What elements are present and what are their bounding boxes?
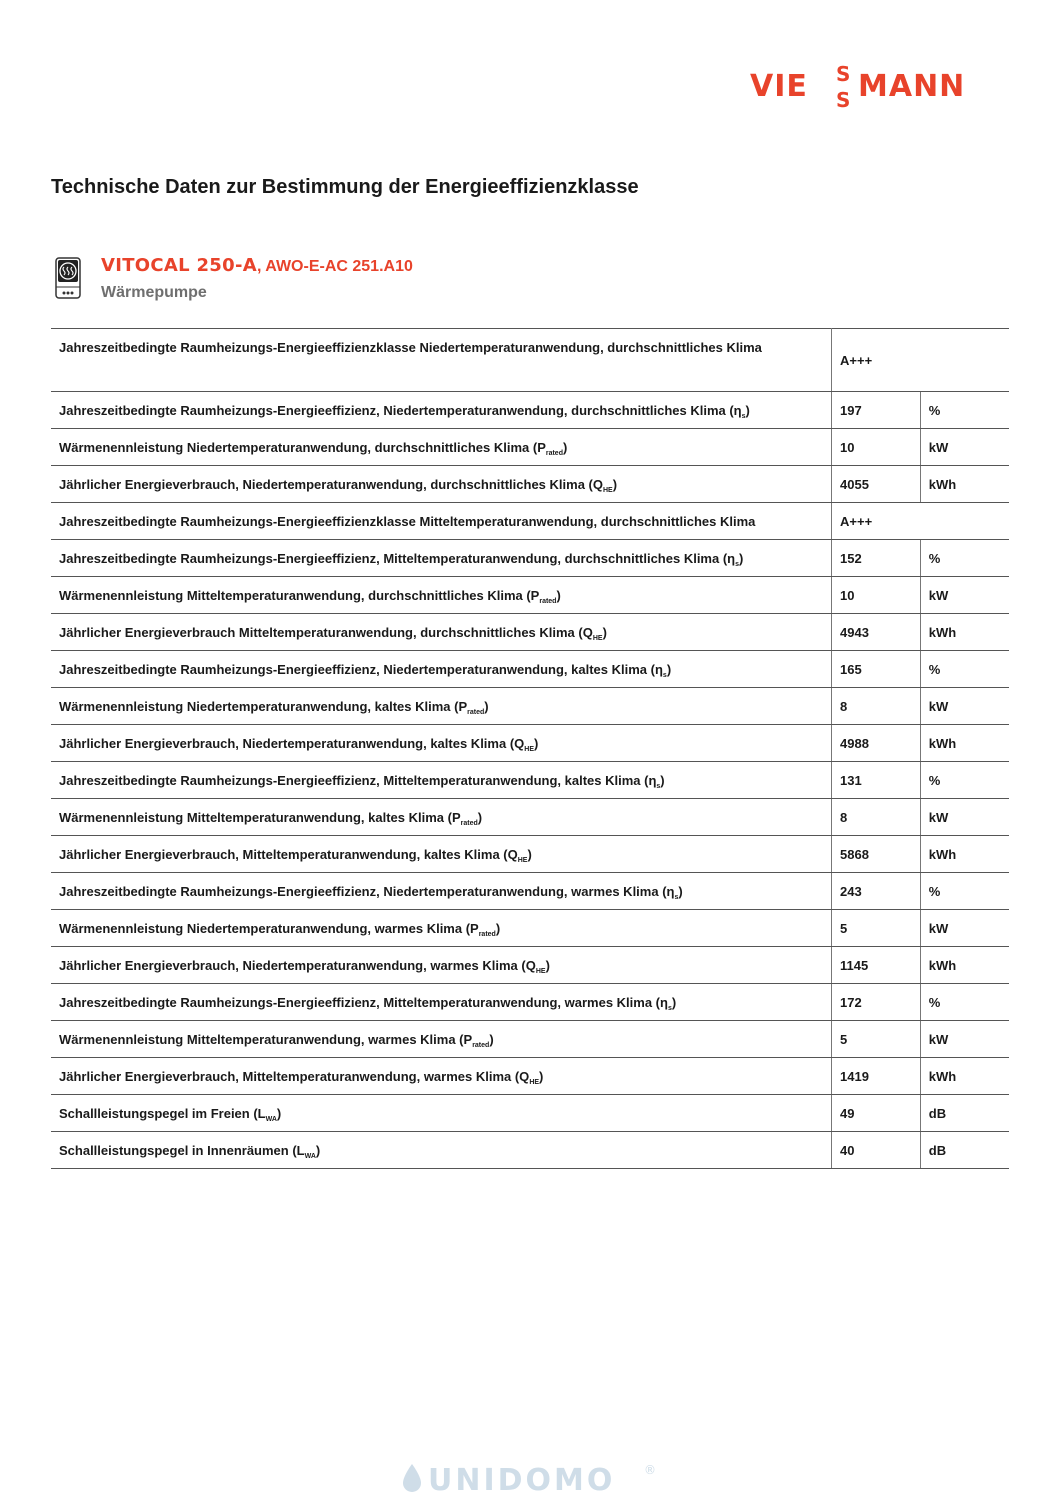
row-label: Schallleistungspegel in Innenräumen $(L_{WA})$ bbox=[51, 1132, 832, 1169]
row-label-text: Jahreszeitbedingte Raumheizungs-Energieeffizienz, Niedertemperaturanwendung, durchschnittliches Klima (η bbox=[59, 402, 742, 418]
row-value: 4055 bbox=[832, 466, 921, 503]
watermark-mark: ® bbox=[644, 1463, 656, 1477]
row-label: Wärmenennleistung Mitteltemperaturanwendung, durchschnittliches Klima $(P_{rated})$ bbox=[51, 577, 832, 614]
row-label-subscript: rated bbox=[467, 708, 485, 716]
spec-table bbox=[51, 328, 1009, 1169]
row-value: 10 bbox=[832, 429, 921, 466]
table-row bbox=[51, 392, 1009, 429]
table-row bbox=[51, 503, 1009, 540]
row-label: Wärmenennleistung Mitteltemperaturanwendung, warmes Klima $(P_{rated})$ bbox=[51, 1021, 832, 1058]
row-unit: % bbox=[920, 984, 1009, 1021]
row-label: Schallleistungspegel im Freien $(L_{WA})$ bbox=[51, 1095, 832, 1132]
row-label-text: Jahreszeitbedingte Raumheizungs-Energieeffizienz, Mitteltemperaturanwendung, durchschnittliches Klima (η bbox=[59, 550, 736, 566]
row-label-text: Jährlicher Energieverbrauch, Niedertemperaturanwendung, durchschnittliches Klima (Q bbox=[59, 476, 603, 492]
row-unit: kWh bbox=[920, 466, 1009, 503]
row-label-text: Jahreszeitbedingte Raumheizungs-Energieeffizienz, Niedertemperaturanwendung, kaltes Klima (η bbox=[59, 661, 663, 677]
row-label: Jahreszeitbedingte Raumheizungs-Energieeffizienz, Mitteltemperaturanwendung, durchschnittliches Klima $(\eta_s)$ bbox=[51, 540, 832, 577]
row-label-subscript: WA bbox=[304, 1152, 316, 1160]
row-label-text: Jährlicher Energieverbrauch, Niedertemperaturanwendung, kaltes Klima (Q bbox=[59, 735, 525, 751]
row-label-subscript: HE bbox=[529, 1078, 540, 1086]
row-unit: dB bbox=[920, 1132, 1009, 1169]
row-unit: kW bbox=[920, 799, 1009, 836]
table-row bbox=[51, 762, 1009, 799]
row-label-text: Jährlicher Energieverbrauch Mitteltemperaturanwendung, durchschnittliches Klima (Q bbox=[59, 624, 593, 640]
row-value: 8 bbox=[832, 688, 921, 725]
row-label-subscript: rated bbox=[545, 449, 563, 457]
row-label: Jährlicher Energieverbrauch, Niedertemperaturanwendung, kaltes Klima $(Q_{HE})$ bbox=[51, 725, 832, 762]
row-label: Jahreszeitbedingte Raumheizungs-Energieeffizienz, Niedertemperaturanwendung, warmes Klima $(\eta_s)$ bbox=[51, 873, 832, 910]
row-label-subscript: HE bbox=[535, 967, 546, 975]
row-label-subscript: HE bbox=[602, 486, 613, 494]
table-row bbox=[51, 1132, 1009, 1169]
row-value: 243 bbox=[832, 873, 921, 910]
row-label-text: Schallleistungspegel im Freien (L bbox=[59, 1105, 266, 1121]
heat-pump-icon bbox=[55, 257, 81, 299]
row-label-text: Jahreszeitbedingte Raumheizungs-Energieeffizienzklasse Mitteltemperaturanwendung, durchschnittliches Klima bbox=[59, 513, 756, 529]
row-label-subscript: s bbox=[662, 671, 667, 679]
table-row bbox=[51, 1095, 1009, 1132]
row-value: 40 bbox=[832, 1132, 921, 1169]
svg-text:S: S bbox=[836, 88, 851, 110]
row-label: Wärmenennleistung Mitteltemperaturanwendung, kaltes Klima $(P_{rated})$ bbox=[51, 799, 832, 836]
product-model: , AWO-E-AC 251.A10 bbox=[256, 258, 413, 275]
row-label-text: Jahreszeitbedingte Raumheizungs-Energieeffizienz, Niedertemperaturanwendung, warmes Klima (η bbox=[59, 883, 675, 899]
table-row bbox=[51, 799, 1009, 836]
row-label-text: Jährlicher Energieverbrauch, Mitteltemperaturanwendung, kaltes Klima (Q bbox=[59, 846, 518, 862]
row-unit: kW bbox=[920, 429, 1009, 466]
row-unit: % bbox=[920, 762, 1009, 799]
row-value: 4943 bbox=[832, 614, 921, 651]
row-value: 8 bbox=[832, 799, 921, 836]
table-row bbox=[51, 688, 1009, 725]
row-label: Jahreszeitbedingte Raumheizungs-Energieeffizienz, Mitteltemperaturanwendung, warmes Klima $(\eta_s)$ bbox=[51, 984, 832, 1021]
row-label: Jährlicher Energieverbrauch, Niedertemperaturanwendung, warmes Klima $(Q_{HE})$ bbox=[51, 947, 832, 984]
table-row bbox=[51, 540, 1009, 577]
row-value: A+++ bbox=[832, 329, 1010, 392]
viessmann-logo bbox=[750, 62, 990, 110]
row-unit: % bbox=[920, 651, 1009, 688]
row-label-text: Wärmenennleistung Niedertemperaturanwendung, durchschnittliches Klima (P bbox=[59, 439, 546, 455]
table-row bbox=[51, 984, 1009, 1021]
row-label-subscript: rated bbox=[460, 819, 478, 827]
product-heading bbox=[101, 255, 413, 276]
table-row bbox=[51, 1058, 1009, 1095]
row-value: A+++ bbox=[832, 503, 1010, 540]
row-label: Jahreszeitbedingte Raumheizungs-Energieeffizienz, Niedertemperaturanwendung, durchschnittliches Klima $(\eta_s)$ bbox=[51, 392, 832, 429]
unidomo-watermark bbox=[400, 1458, 662, 1498]
row-unit: kWh bbox=[920, 614, 1009, 651]
table-row bbox=[51, 429, 1009, 466]
table-row bbox=[51, 947, 1009, 984]
watermark-text: UNIDOMO bbox=[428, 1463, 616, 1498]
row-unit: % bbox=[920, 392, 1009, 429]
row-label-subscript: rated bbox=[539, 597, 557, 605]
row-unit: % bbox=[920, 873, 1009, 910]
table-row bbox=[51, 577, 1009, 614]
svg-text:MANN: MANN bbox=[858, 69, 966, 104]
row-unit: kW bbox=[920, 910, 1009, 947]
row-label-subscript: rated bbox=[472, 1041, 490, 1049]
row-label-subscript: HE bbox=[524, 745, 534, 753]
table-row bbox=[51, 873, 1009, 910]
row-unit: kWh bbox=[920, 725, 1009, 762]
row-label-text: Wärmenennleistung Mitteltemperaturanwendung, warmes Klima (P bbox=[59, 1031, 473, 1047]
row-label-subscript: s bbox=[741, 412, 746, 420]
row-unit: kW bbox=[920, 688, 1009, 725]
row-label-subscript: s bbox=[667, 1004, 672, 1012]
svg-text:VIE: VIE bbox=[750, 69, 808, 104]
row-label-text: Wärmenennleistung Mitteltemperaturanwendung, kaltes Klima (P bbox=[59, 809, 461, 825]
row-unit: dB bbox=[920, 1095, 1009, 1132]
product-type: Wärmepumpe bbox=[101, 284, 207, 301]
row-unit: kWh bbox=[920, 1058, 1009, 1095]
row-value: 4988 bbox=[832, 725, 921, 762]
row-label bbox=[51, 503, 832, 540]
row-label-subscript: HE bbox=[517, 856, 528, 864]
row-label-subscript: s bbox=[735, 560, 740, 568]
row-label-text: Jahreszeitbedingte Raumheizungs-Energieeffizienz, Mitteltemperaturanwendung, warmes Klima (η bbox=[59, 994, 668, 1010]
table-row bbox=[51, 910, 1009, 947]
row-label-subscript: WA bbox=[265, 1115, 277, 1123]
row-label-text: Jährlicher Energieverbrauch, Mitteltemperaturanwendung, warmes Klima (Q bbox=[59, 1068, 530, 1084]
row-label-text: Wärmenennleistung Mitteltemperaturanwendung, durchschnittliches Klima (P bbox=[59, 587, 540, 603]
row-label-text: Jährlicher Energieverbrauch, Niedertemperaturanwendung, warmes Klima (Q bbox=[59, 957, 536, 973]
page-title: Technische Daten zur Bestimmung der Energieeffizienzklasse bbox=[51, 176, 639, 198]
row-label-text: Wärmenennleistung Niedertemperaturanwendung, kaltes Klima (P bbox=[59, 698, 468, 714]
table-row bbox=[51, 836, 1009, 873]
row-value: 5 bbox=[832, 1021, 921, 1058]
row-label: Jährlicher Energieverbrauch, Mitteltemperaturanwendung, kaltes Klima $(Q_{HE})$ bbox=[51, 836, 832, 873]
row-label-text: Wärmenennleistung Niedertemperaturanwendung, warmes Klima (P bbox=[59, 920, 479, 936]
row-label-subscript: s bbox=[656, 782, 661, 790]
table-row bbox=[51, 651, 1009, 688]
row-value: 1419 bbox=[832, 1058, 921, 1095]
row-value: 165 bbox=[832, 651, 921, 688]
table-row bbox=[51, 1021, 1009, 1058]
row-label: Wärmenennleistung Niedertemperaturanwendung, durchschnittliches Klima $(P_{rated})$ bbox=[51, 429, 832, 466]
row-unit: kW bbox=[920, 1021, 1009, 1058]
row-label-subscript: HE bbox=[592, 634, 603, 642]
row-value: 1145 bbox=[832, 947, 921, 984]
row-label: Jährlicher Energieverbrauch, Niedertemperaturanwendung, durchschnittliches Klima $(Q_{HE})$ bbox=[51, 466, 832, 503]
table-row bbox=[51, 614, 1009, 651]
row-label-subscript: rated bbox=[478, 930, 496, 938]
row-label bbox=[51, 329, 832, 392]
row-unit: % bbox=[920, 540, 1009, 577]
row-label: Jährlicher Energieverbrauch, Mitteltemperaturanwendung, warmes Klima $(Q_{HE})$ bbox=[51, 1058, 832, 1095]
row-value: 5868 bbox=[832, 836, 921, 873]
row-value: 10 bbox=[832, 577, 921, 614]
row-value: 5 bbox=[832, 910, 921, 947]
row-label-text: Schallleistungspegel in Innenräumen (L bbox=[59, 1142, 305, 1158]
row-unit: kWh bbox=[920, 947, 1009, 984]
row-unit: kWh bbox=[920, 836, 1009, 873]
row-label: Wärmenennleistung Niedertemperaturanwendung, kaltes Klima $(P_{rated})$ bbox=[51, 688, 832, 725]
svg-text:S: S bbox=[836, 62, 851, 86]
row-unit: kW bbox=[920, 577, 1009, 614]
row-value: 197 bbox=[832, 392, 921, 429]
table-row bbox=[51, 725, 1009, 762]
row-label: Jahreszeitbedingte Raumheizungs-Energieeffizienz, Mitteltemperaturanwendung, kaltes Klima $(\eta_s)$ bbox=[51, 762, 832, 799]
product-name: VITOCAL 250-A bbox=[101, 255, 257, 276]
row-value: 172 bbox=[832, 984, 921, 1021]
row-value: 152 bbox=[832, 540, 921, 577]
table-row bbox=[51, 329, 1009, 392]
row-value: 49 bbox=[832, 1095, 921, 1132]
row-label-subscript: s bbox=[674, 893, 679, 901]
row-label-text: Jahreszeitbedingte Raumheizungs-Energieeffizienz, Mitteltemperaturanwendung, kaltes Klima (η bbox=[59, 772, 657, 788]
row-value: 131 bbox=[832, 762, 921, 799]
row-label: Wärmenennleistung Niedertemperaturanwendung, warmes Klima $(P_{rated})$ bbox=[51, 910, 832, 947]
row-label: Jahreszeitbedingte Raumheizungs-Energieeffizienz, Niedertemperaturanwendung, kaltes Klima $(\eta_s)$ bbox=[51, 651, 832, 688]
row-label-text: Jahreszeitbedingte Raumheizungs-Energieeffizienzklasse Niedertemperaturanwendung, durchschnittliches Klima bbox=[59, 340, 762, 355]
table-row bbox=[51, 466, 1009, 503]
row-label: Jährlicher Energieverbrauch Mitteltemperaturanwendung, durchschnittliches Klima $(Q_{HE})$ bbox=[51, 614, 832, 651]
